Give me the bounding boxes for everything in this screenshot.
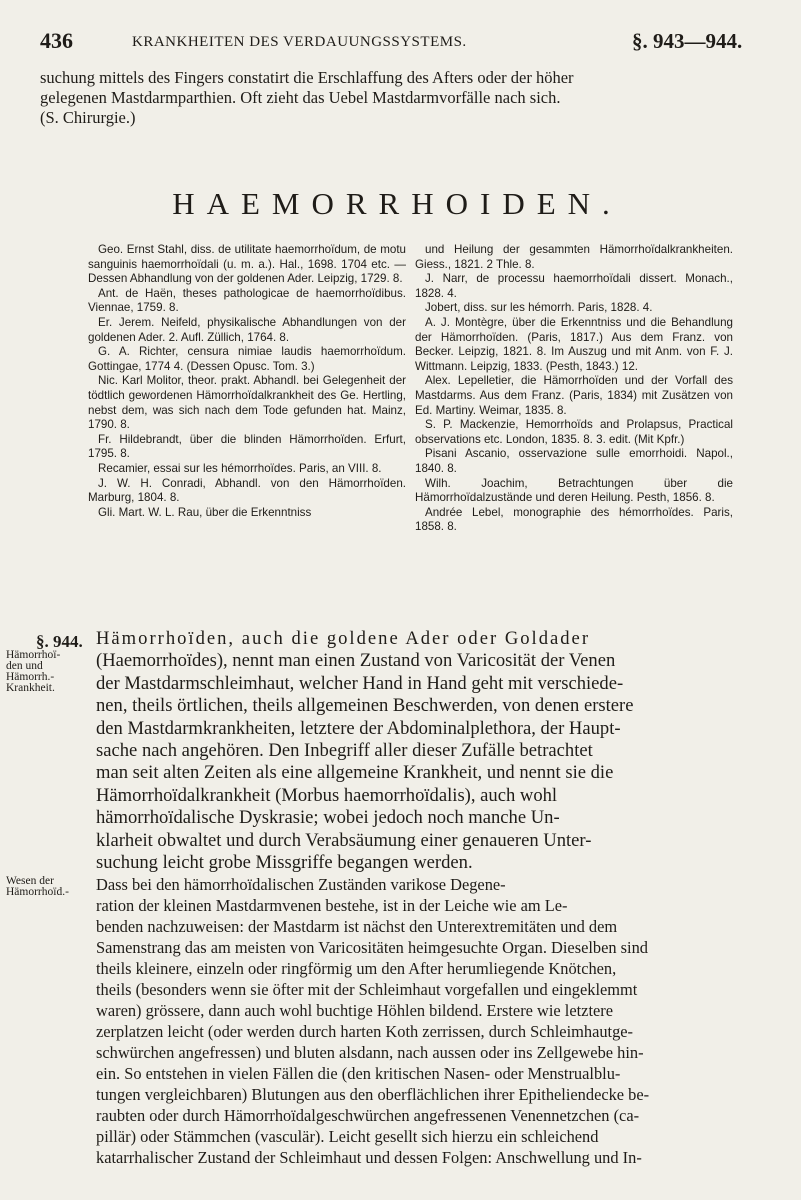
text-line: nen, theils örtlichen, theils allgemeinen Beschwerden, von denen erstere [96, 695, 634, 717]
text-line: tungen vergleichbaren) Blutungen aus den oberflächlichen ihrer Epitheliendecke be- [96, 1085, 650, 1105]
main-text [96, 628, 776, 1168]
text-line: sache nach angehören. Den Inbegriff aller dieser Zufälle betrachtet [96, 739, 593, 761]
margin-line: Hämorrh.- [6, 671, 55, 683]
bib-entry: G. A. Richter, censura nimiae laudis haemorrhoïdum. Gottingae, 1774 4. (Dessen Opusc. Tom. 3.) [88, 345, 406, 373]
text-line: theils kleinere, einzeln oder ringförmig um den After herumliegende Knötchen, [96, 959, 617, 979]
text-line: (S. Chirurgie.) [40, 108, 136, 127]
margin-line: den und [6, 660, 43, 672]
margin-note-nature [6, 876, 94, 898]
margin-line: Krankheit. [6, 682, 55, 694]
text-line: Dass bei den hämorrhoïdalischen Zuständen varikose Degene- [96, 875, 506, 895]
margin-note-definition [6, 650, 94, 694]
page-number: 436 [40, 28, 73, 53]
text-line: man seit alten Zeiten als eine allgemeine Krankheit, und nennt sie die [96, 762, 614, 784]
bib-entry: Fr. Hildebrandt, über die blinden Hämorrhoïden. Erfurt, 1795. 8. [88, 432, 406, 461]
text-line: zerplatzen leicht (oder werden durch harten Koth zerrissen, durch Schleimhautge- [96, 1022, 634, 1042]
chapter-heading: HAEMORRHOIDEN. [172, 186, 622, 221]
text-line: klarheit obwaltet und durch Verabsäumung einer genaueren Unter- [96, 829, 592, 851]
bib-entry: J. Narr, de processu haemorrhoïdali dissert. Monach., 1828. 4. [415, 272, 733, 300]
text-line: der Mastdarmschleimhaut, welcher Hand in Hand geht mit verschiede- [96, 672, 624, 694]
section-range: §. 943—944. [632, 29, 743, 53]
bib-entry: J. W. H. Conradi, Abhandl. von den Hämorrhoïden. Marburg, 1804. 8. [88, 476, 406, 505]
bib-entry: S. P. Mackenzie, Hemorrhoïds and Prolapsus, Practical observations etc. London, 1835. 8. 3. edit. (Mit Kpfr.) [415, 418, 733, 446]
text-line: Hämorrhoïdalkrankheit (Morbus haemorrhoïdalis), auch wohl [96, 784, 558, 806]
text-line: raubten oder durch Hämorrhoïdalgeschwürchen angefressenen Venennetzchen (ca- [96, 1106, 640, 1126]
text-line: den Mastdarmkrankheiten, letztere der Abdominalplethora, der Haupt- [96, 717, 621, 739]
text-line: suchung mittels des Fingers constatirt die Erschlaffung des Afters oder der höher [40, 68, 574, 87]
text-line: benden nachzuweisen: der Mastdarm ist nächst den Unterextremitäten und dem [96, 917, 618, 937]
bib-entry: Nic. Karl Molitor, theor. prakt. Abhandl. bei Gelegenheit der tödtlich gewordenen Hämorrhoïdalkrankheit des Ge. Hertling, nebst dem, was sich nach dem Tode gefunden hat. Mainz, 1790. 8. [88, 374, 406, 432]
running-header [40, 28, 750, 58]
intro-paragraph [40, 68, 780, 128]
bibliography-left-column [88, 243, 406, 520]
text-line: pillär) oder Stämmchen (vasculär). Leicht gesellt sich hierzu ein schleichend [96, 1127, 599, 1147]
bib-entry: Geo. Ernst Stahl, diss. de utilitate haemorrhoïdum, de motu sanguinis haemorrhoïdali (u. m. a.). Hal., 1698. 1704 etc. — Dessen Abhandlung von der goldenen Ader. Leipzig, 1729. 8. [88, 243, 406, 286]
text-line: Hämorrhoïden, auch die goldene Ader oder Goldader [96, 628, 591, 649]
bib-entry: Andrée Lebel, monographie des hémorrhoïdes. Paris, 1858. 8. [415, 505, 733, 534]
bib-entry: Gli. Mart. W. L. Rau, über die Erkenntniss [98, 505, 312, 519]
margin-line: Wesen der [6, 875, 54, 887]
text-line: waren) grössere, dann auch wohl buchtige Höhlen bildend. Erstere wie letztere [96, 1001, 614, 1021]
text-line: ein. So entstehen in vielen Fällen die (den kritischen Nasen- oder Menstrualblu- [96, 1064, 621, 1084]
bib-entry: A. J. Montègre, über die Erkenntniss und die Behandlung der Hämorrhoïden. (Paris, 1817.) Aus dem Franz. von Becker. Leipzig, 1821. 8. Im Auszug und mit Anm. von F. J. Wittmann. Leipzig, 1833. (Pesth, 1843.) 12. [415, 315, 733, 373]
text-line: gelegenen Mastdarmparthien. Oft zieht das Uebel Mastdarmvorfälle nach sich. [40, 88, 561, 107]
text-line: hämorrhoïdalische Dyskrasie; wobei jedoch noch manche Un- [96, 807, 560, 829]
text-line: theils (besonders wenn sie öfter mit der Schleimhaut vorgefallen und eingeklemmt [96, 980, 638, 1000]
text-line: katarrhalischer Zustand der Schleimhaut und dessen Folgen: Anschwellung und In- [96, 1148, 642, 1168]
bib-entry: und Heilung der gesammten Hämorrhoïdalkrankheiten. Giess., 1821. 2 Thle. 8. [415, 243, 733, 271]
text-line: suchung leicht grobe Missgriffe begangen werden. [96, 851, 473, 873]
text-line: schwürchen angefressen) und bluten alsdann, nach aussen oder ins Zellgewebe hin- [96, 1043, 644, 1063]
bib-entry: Alex. Lepelletier, die Hämorrhoïden und der Vorfall des Mastdarms. Aus dem Franz. (Paris, 1834) mit Zusätzen von Ed. Martiny. Weimar, 1835. 8. [415, 374, 733, 417]
bib-entry: Ant. de Haën, theses pathologicae de haemorrhoïdibus. Viennae, 1759. 8. [88, 286, 406, 315]
running-title: KRANKHEITEN DES VERDAUUNGSSYSTEMS. [132, 34, 467, 50]
margin-line: Hämorrhoïd.- [6, 886, 69, 898]
text-line: (Haemorrhoïdes), nennt man einen Zustand von Varicosität der Venen [96, 650, 616, 672]
bib-entry: Pisani Ascanio, osservazione sulle emorrhoidi. Napol., 1840. 8. [415, 447, 733, 475]
margin-line: Hämorrhoï- [6, 649, 61, 661]
section-number: §. 944. [36, 632, 83, 651]
bib-entry: Er. Jerem. Neifeld, physikalische Abhandlungen von der goldenen Ader. 2. Aufl. Züllich, 1764. 8. [88, 315, 406, 344]
bib-entry: Jobert, diss. sur les hémorrh. Paris, 1828. 4. [425, 301, 653, 315]
bib-entry: Recamier, essai sur les hémorrhoïdes. Paris, an VIII. 8. [98, 461, 382, 475]
text-line: Samenstrang das am meisten von Varicositäten heimgesuchte Organ. Dieselben sind [96, 938, 648, 958]
text-line: ration der kleinen Mastdarmvenen bestehe, ist in der Leiche wie am Le- [96, 896, 568, 916]
bibliography-right-column [415, 243, 733, 535]
bib-entry: Wilh. Joachim, Betrachtungen über die Hämorrhoïdalzustände und deren Heilung. Pesth, 1856. 8. [415, 476, 733, 505]
